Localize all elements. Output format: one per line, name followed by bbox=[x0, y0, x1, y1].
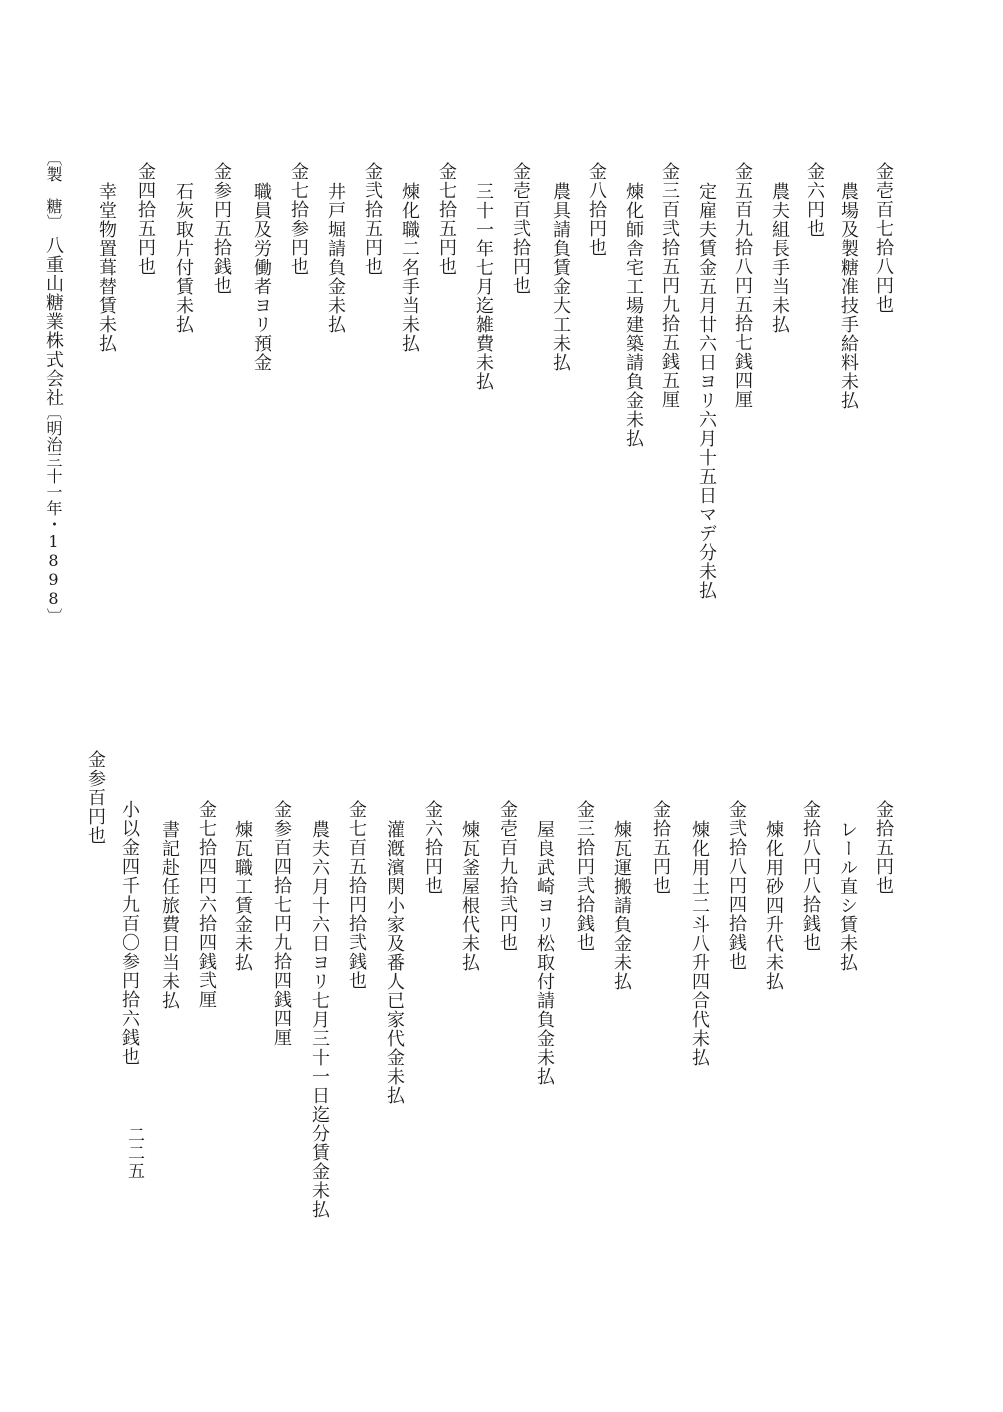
entry-description: 石灰取片付賃未払 bbox=[173, 182, 194, 334]
entry-amount: 金五百九拾八円五拾七銭四厘 bbox=[732, 162, 753, 409]
entry-description: 定雇夫賃金五月廿六日ヨリ六月十五日マデ分未払 bbox=[696, 182, 717, 600]
entry-description: 煉化職二名手当未払 bbox=[399, 182, 420, 353]
entry-amount: 金壱百九拾弐円也 bbox=[497, 800, 518, 952]
entry-description: 幸堂物置葺替賃未払 bbox=[96, 182, 117, 353]
entry-amount: 金七拾四円六拾四銭弐厘 bbox=[196, 800, 217, 1009]
entry-description: 煉化用砂四升代未払 bbox=[763, 820, 784, 991]
entry-description: 煉化用土二斗八升四合代未払 bbox=[689, 820, 710, 1067]
entry-amount: 金参円五拾銭也 bbox=[211, 162, 232, 295]
entry-amount: 金弐拾五円也 bbox=[362, 162, 383, 276]
entry-amount: 金参百円也 bbox=[85, 750, 106, 845]
entry-description: 農場及製糖准技手給料未払 bbox=[838, 182, 859, 410]
entry-description: レール直シ賃未払 bbox=[837, 820, 858, 972]
entry-description: 煉瓦釜屋根代未払 bbox=[459, 820, 480, 972]
entry-amount: 金三百弐拾五円九拾五銭五厘 bbox=[659, 162, 680, 409]
entry-description: 屋良武崎ヨリ松取付請負金未払 bbox=[534, 820, 555, 1086]
company-name: 八重山糖業株式会社 bbox=[43, 236, 64, 407]
entry-amount: 金六円也 bbox=[804, 162, 825, 238]
entry-amount: 金拾八円八拾銭也 bbox=[800, 800, 821, 952]
entry-amount: 金七百五拾円拾弐銭也 bbox=[346, 800, 367, 990]
page-number: 二二五 bbox=[124, 1126, 144, 1180]
entry-description: 井戸堀請負金未払 bbox=[325, 182, 346, 334]
entry-amount: 金六拾円也 bbox=[422, 800, 443, 895]
document-date: 〔明治三十一年・1898〕 bbox=[44, 404, 63, 624]
entry-amount: 金弐拾八円四拾銭也 bbox=[726, 800, 747, 971]
entry-description: 職員及労働者ヨリ預金 bbox=[251, 182, 272, 372]
entry-amount: 金拾五円也 bbox=[873, 800, 894, 895]
entry-amount: 金八拾円也 bbox=[586, 162, 607, 257]
entry-description: 農夫六月十六日ヨリ七月三十一日迄分賃金未払 bbox=[309, 820, 330, 1219]
entry-description: 煉瓦運搬請負金未払 bbox=[611, 820, 632, 991]
entry-amount: 金壱百弐拾円也 bbox=[510, 162, 531, 295]
entry-amount: 金四拾五円也 bbox=[135, 162, 156, 276]
subtotal: 小以金四千九百〇参円拾六銭也 bbox=[119, 800, 140, 1066]
entry-description: 三十一年七月迄雑費未払 bbox=[473, 182, 494, 391]
entry-description: 農具請負賃金大工未払 bbox=[550, 182, 571, 372]
entry-amount: 金参百四拾七円九拾四銭四厘 bbox=[271, 800, 292, 1047]
entry-description: 農夫組長手当未払 bbox=[769, 182, 790, 334]
category-label: 〔製 糖〕 bbox=[44, 150, 63, 230]
entry-description: 煉化師舎宅工場建築請負金未払 bbox=[623, 182, 644, 448]
entry-description: 書記赴任旅費日当未払 bbox=[159, 820, 180, 1010]
entry-amount: 金壱百七拾八円也 bbox=[873, 162, 894, 314]
entry-description: 灌漑濱関小家及番人已家代金未払 bbox=[384, 820, 405, 1105]
entry-description: 煉瓦職工賃金未払 bbox=[232, 820, 253, 972]
entry-amount: 金三拾円弐拾銭也 bbox=[574, 800, 595, 952]
entry-amount: 金七拾五円也 bbox=[436, 162, 457, 276]
entry-amount: 金拾五円也 bbox=[650, 800, 671, 895]
entry-amount: 金七拾参円也 bbox=[288, 162, 309, 276]
